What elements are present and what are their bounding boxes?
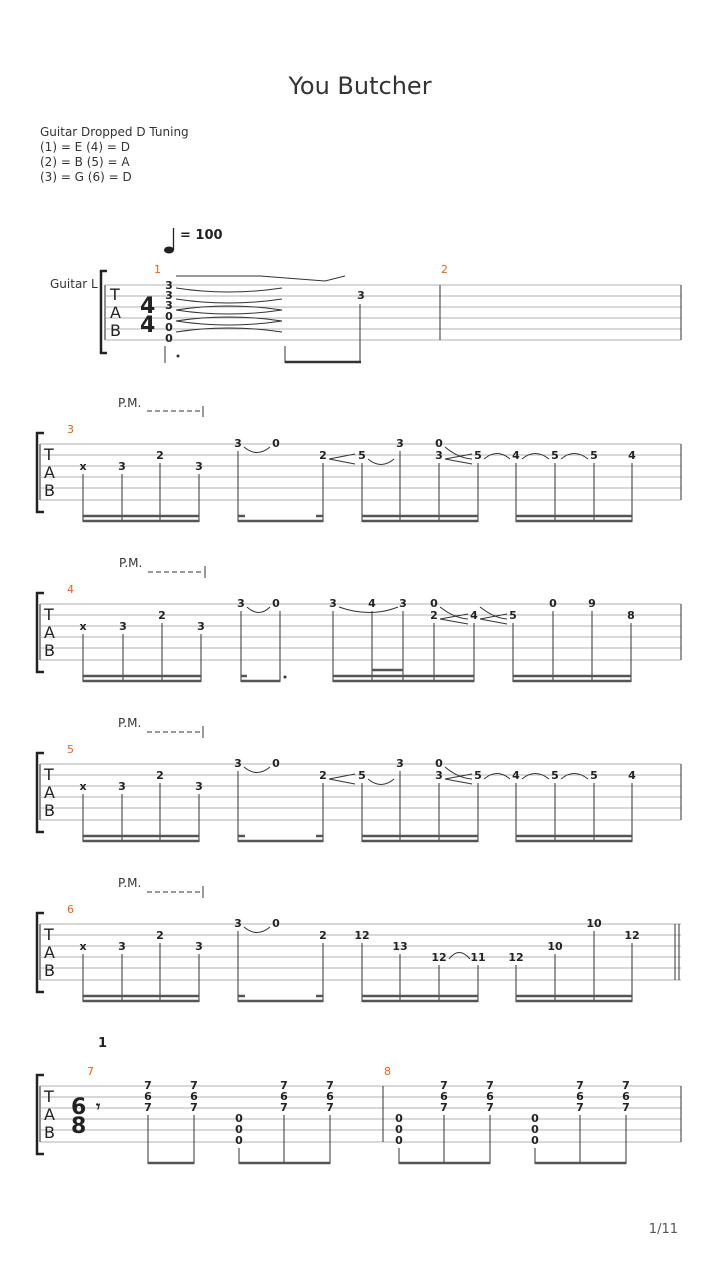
tab-note: 12	[354, 929, 370, 942]
tab-note: 5	[358, 449, 366, 462]
time-signature-bottom: 4	[140, 313, 156, 338]
tab-note: 0	[395, 1112, 403, 1125]
tab-note: 0	[395, 1123, 403, 1136]
tab-note: 0	[272, 757, 280, 770]
tab-note: 3	[195, 460, 203, 473]
tab-note: 0	[165, 332, 173, 345]
tab-note: 7	[144, 1101, 152, 1114]
tab-letter-b: B	[44, 481, 55, 500]
tab-note: 2	[158, 609, 166, 622]
track-label: Guitar L	[50, 277, 98, 291]
system-bracket	[101, 271, 107, 353]
tab-note: 3	[119, 620, 127, 633]
tab-note: x	[79, 940, 87, 953]
measure-number-2: 2	[441, 263, 448, 276]
tab-note: 2	[156, 449, 164, 462]
chord-notes	[144, 1079, 630, 1147]
tab-note: 6	[622, 1090, 630, 1103]
tab-letter-t: T	[44, 925, 54, 944]
tab-note: 3	[396, 437, 404, 450]
measure-number-1: 1	[154, 263, 161, 276]
tab-letter-a: A	[44, 623, 55, 642]
palm-mute-label: P.M.	[119, 556, 143, 570]
tab-note: 3	[197, 620, 205, 633]
tab-note: 7	[280, 1101, 288, 1114]
volta-number: 1	[98, 1036, 108, 1051]
tab-letter-t: T	[44, 445, 54, 464]
tab-note: 6	[576, 1090, 584, 1103]
measure-number-7: 7	[87, 1065, 94, 1078]
tab-letter-b: B	[44, 641, 55, 660]
time-signature-top: 4	[140, 294, 156, 319]
tab-note: 4	[512, 769, 520, 782]
page-number: 1/11	[648, 1222, 678, 1237]
tab-note: 5	[474, 769, 482, 782]
tab-letter-b: B	[44, 1123, 55, 1142]
tuning-header: Guitar Dropped D Tuning	[40, 125, 189, 139]
tab-note: 3	[165, 279, 173, 292]
tab-note: 3	[118, 460, 126, 473]
tab-note: 5	[358, 769, 366, 782]
tab-note: 3	[195, 940, 203, 953]
tab-note: x	[79, 780, 87, 793]
system-5	[37, 876, 681, 1002]
tab-note: 7	[576, 1101, 584, 1114]
tab-note: 4	[470, 609, 478, 622]
tab-note: 10	[586, 917, 602, 930]
tab-note: 3	[329, 597, 337, 610]
tab-note: 7	[440, 1079, 448, 1092]
tempo-value: = 100	[180, 228, 223, 243]
tab-letter-a: A	[44, 783, 55, 802]
tab-note: 2	[430, 609, 438, 622]
tab-note: 5	[474, 449, 482, 462]
tab-note: 3	[435, 769, 443, 782]
time-signature-top: 6	[71, 1095, 87, 1120]
tab-note: 0	[531, 1112, 539, 1125]
tab-note: 3	[237, 597, 245, 610]
tab-letter-a: A	[44, 1105, 55, 1124]
tab-note: 3	[234, 917, 242, 930]
tab-note: 6	[144, 1090, 152, 1103]
tab-note: 7	[622, 1101, 630, 1114]
measure-number-6: 6	[67, 903, 74, 916]
tab-note: 0	[235, 1123, 243, 1136]
tab-note: 6	[486, 1090, 494, 1103]
tab-note: 0	[435, 437, 443, 450]
tab-note: 2	[319, 929, 327, 942]
tab-note: 5	[590, 769, 598, 782]
tab-letter-a: A	[110, 303, 121, 322]
tab-note: 3	[165, 299, 173, 312]
tab-note: 0	[435, 757, 443, 770]
tab-note: 5	[590, 449, 598, 462]
tuning-line-3: (3) = G (6) = D	[40, 170, 132, 184]
tab-note: 7	[144, 1079, 152, 1092]
quarter-note-icon	[164, 247, 174, 254]
tab-note: 2	[319, 769, 327, 782]
tab-note: x	[79, 460, 87, 473]
tab-note: 3	[399, 597, 407, 610]
tab-letter-b: B	[44, 961, 55, 980]
tab-note: 7	[622, 1079, 630, 1092]
tab-note: 0	[272, 437, 280, 450]
tempo-marking	[164, 228, 223, 254]
tab-note: 7	[326, 1101, 334, 1114]
palm-mute-label: P.M.	[118, 876, 142, 890]
tab-note: 0	[272, 917, 280, 930]
tab-note: 0	[235, 1112, 243, 1125]
tab-note: 5	[509, 609, 517, 622]
tab-note: x	[79, 620, 87, 633]
tab-note: 7	[326, 1079, 334, 1092]
tab-note: 3	[234, 437, 242, 450]
tab-note: 12	[431, 951, 447, 964]
tab-letter-b: B	[110, 321, 121, 340]
tab-letter-a: A	[44, 463, 55, 482]
tab-note: 4	[368, 597, 376, 610]
tab-note: 3	[396, 757, 404, 770]
tab-note: 13	[392, 940, 408, 953]
tab-note: 3	[118, 940, 126, 953]
measure-number-4: 4	[67, 583, 74, 596]
tab-note: 4	[628, 769, 636, 782]
tab-note: 0	[272, 597, 280, 610]
tab-note: 3	[195, 780, 203, 793]
tab-note: 4	[628, 449, 636, 462]
tuning-line-2: (2) = B (5) = A	[40, 155, 130, 169]
tab-note: 7	[280, 1079, 288, 1092]
tab-note: 2	[319, 449, 327, 462]
tab-note: 7	[486, 1079, 494, 1092]
palm-mute-label: P.M.	[118, 396, 142, 410]
tab-note: 0	[235, 1134, 243, 1147]
tab-note: 0	[531, 1123, 539, 1136]
tab-letter-t: T	[44, 1087, 54, 1106]
tab-note: 6	[190, 1090, 198, 1103]
system-1	[50, 263, 681, 363]
system-2	[37, 396, 681, 522]
tab-note: 6	[440, 1090, 448, 1103]
tab-note: 3	[435, 449, 443, 462]
tab-note: 2	[156, 929, 164, 942]
tuning-line-1: (1) = E (4) = D	[40, 140, 130, 154]
tab-note: 6	[326, 1090, 334, 1103]
tab-note: 3	[118, 780, 126, 793]
song-title: You Butcher	[288, 72, 432, 100]
tab-note: 0	[531, 1134, 539, 1147]
tab-note: 0	[430, 597, 438, 610]
tab-note: 5	[551, 769, 559, 782]
tab-note: 8	[627, 609, 635, 622]
measure-number-8: 8	[384, 1065, 391, 1078]
system-4	[37, 716, 681, 842]
tab-note: 3	[234, 757, 242, 770]
tab-note: 11	[470, 951, 486, 964]
tab-note: 10	[547, 940, 563, 953]
tab-note: 9	[588, 597, 596, 610]
tab-note: 7	[576, 1079, 584, 1092]
tab-note: 3	[165, 289, 173, 302]
tab-note: 12	[508, 951, 524, 964]
tab-letter-t: T	[44, 605, 54, 624]
tab-letter-t: T	[44, 765, 54, 784]
system-6	[37, 1036, 681, 1164]
measure-number-3: 3	[67, 423, 74, 436]
tab-note: 0	[165, 310, 173, 323]
tab-note: 12	[624, 929, 640, 942]
tab-note: 0	[395, 1134, 403, 1147]
tab-letter-t: T	[110, 285, 120, 304]
palm-mute-label: P.M.	[118, 716, 142, 730]
system-3	[37, 556, 681, 682]
rest-symbol: 𝄾	[96, 1097, 101, 1116]
tab-note: 7	[190, 1101, 198, 1114]
time-signature-bottom: 8	[71, 1114, 87, 1139]
tab-note: 3	[357, 289, 365, 302]
tab-note: 7	[190, 1079, 198, 1092]
tab-letter-a: A	[44, 943, 55, 962]
tab-note: 7	[486, 1101, 494, 1114]
tab-note: 7	[440, 1101, 448, 1114]
measure-number-5: 5	[67, 743, 74, 756]
tab-note: 4	[512, 449, 520, 462]
tab-note: 0	[549, 597, 557, 610]
tab-letter-b: B	[44, 801, 55, 820]
tab-note: 6	[280, 1090, 288, 1103]
tab-note: 2	[156, 769, 164, 782]
tab-note: 5	[551, 449, 559, 462]
tab-note: 0	[165, 321, 173, 334]
